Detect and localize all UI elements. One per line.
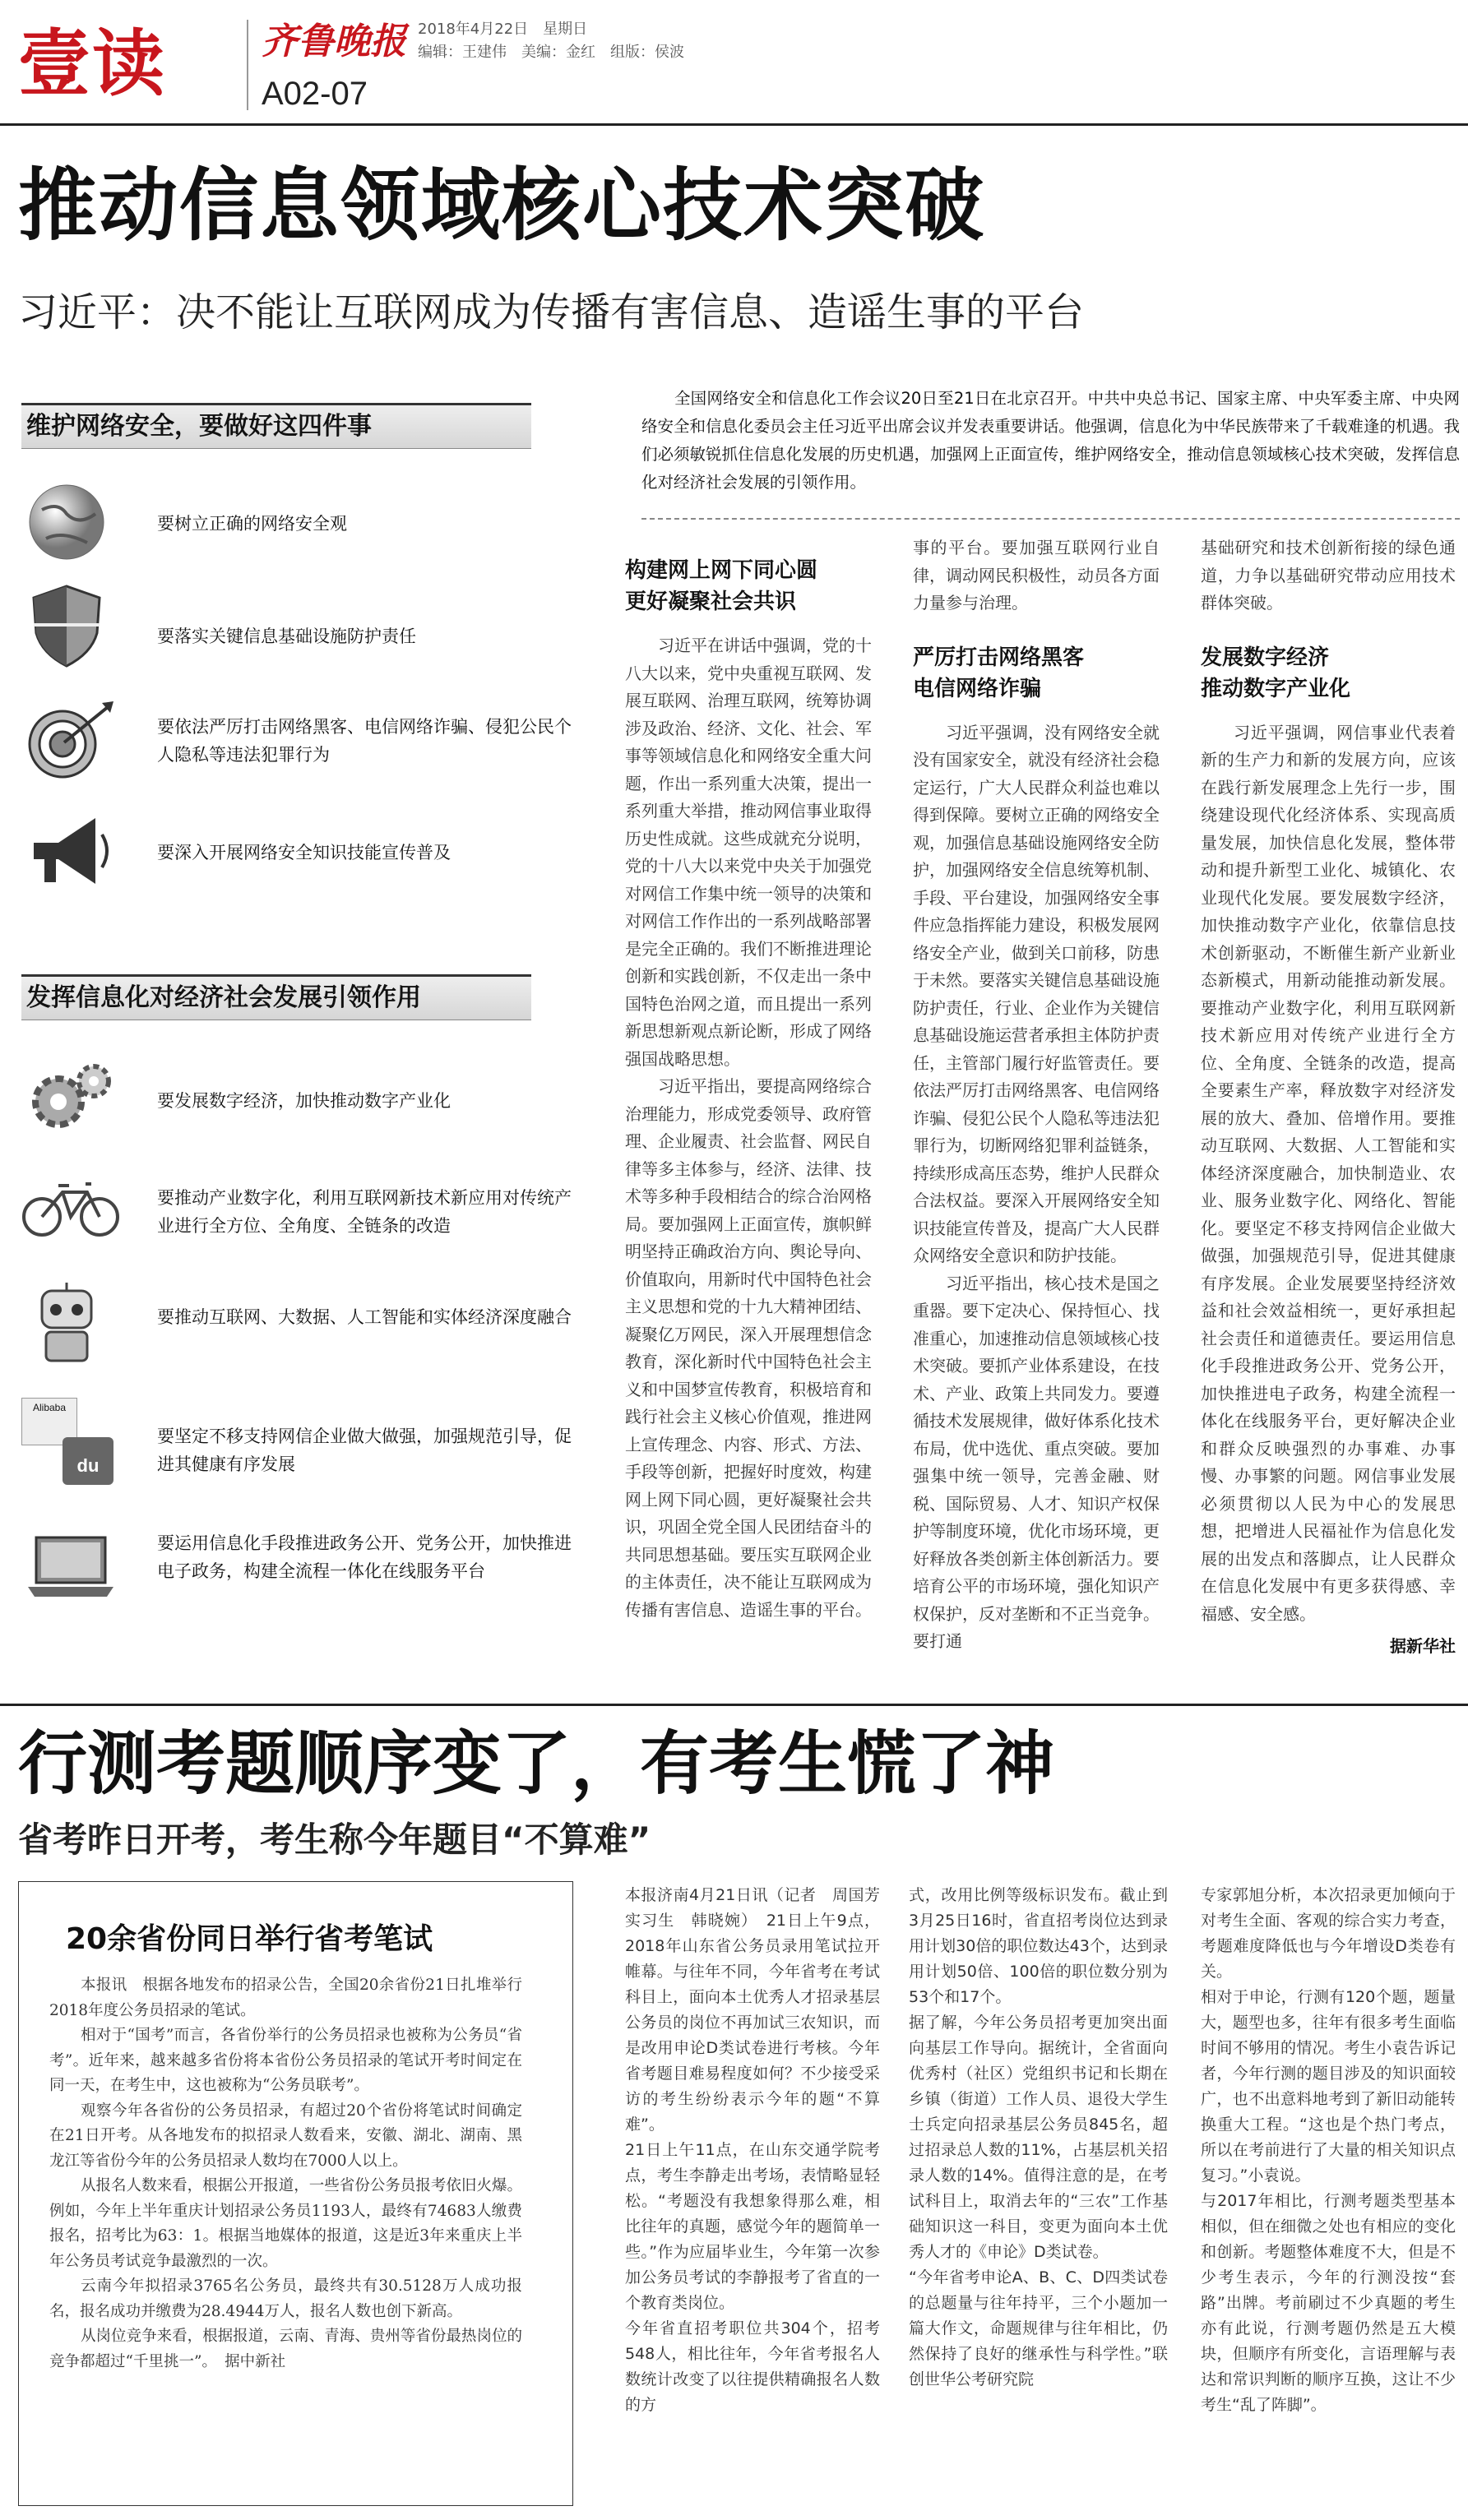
bicycle-icon: [21, 1159, 120, 1250]
paragraph: 习近平指出，核心技术是国之重器。要下定决心、保持恒心、找准重心，加速推动信息领域核心技术突破。要抓产业体系建设，在技术、产业、政策上共同发力。要遵循技术发展规律，做好体系化技术布局，优中选优、重点突破。要加强集中统一领导，完善金融、财税、国际贸易、人才、知识产权保护等制度环境，优化市场环境，更好释放各类创新主体创新活力。要培育公平的市场环境，强化知识产权保护，反对垄断和不正当竞争。要打通: [913, 1273, 1160, 1651]
item-text: 要推动产业数字化，利用互联网新技术新应用对传统产业进行全方位、全角度、全链条的改造: [157, 1188, 572, 1236]
paragraph: 习近平指出，要提高网络综合治理能力，形成党委领导、政府管理、企业履责、社会监督、网民自律等多主体参与，经济、法律、技术等多种手段相结合的综合治网格局。要加强网上正面宣传，旗帜鲜明坚持正确政治方向、舆论导向、价值取向，用新时代中国特色社会主义思想和党的十九大精神团结、凝聚亿万网民，深入开展理想信念教育，深化新时代中国特色社会主义和中国梦宣传教育，积极培育和践行社会主义核心价值观，推进网上宣传理念、内容、形式、方法、手段等创新，把握好时度效，构建网上网下同心圆，更好凝聚社会共识，巩固全党全国人民团结奋斗的共同思想基础。要压实互联网企业的主体责任，决不能让互联网成为传播有害信息、造谣生事的平台。: [625, 1076, 872, 1620]
story2-headline: 行测考题顺序变了，有考生慌了神: [18, 1723, 1055, 1804]
sidebar-heading-security: 维护网络安全，要做好这四件事: [21, 403, 531, 449]
sidebar-item: [21, 695, 572, 793]
column-heading: 构建网上网下同心圆 更好凝聚社会共识: [625, 558, 818, 614]
column-body: [913, 719, 1160, 1656]
item-text: 要深入开展网络安全知识技能宣传普及: [157, 843, 451, 862]
target-icon: [21, 695, 120, 785]
gears-icon: [21, 1052, 120, 1143]
masthead-meta: [418, 18, 684, 64]
baidu-logo: du: [63, 1437, 113, 1485]
robot-icon: [21, 1278, 120, 1369]
item-text: 要依法严厉打击网络黑客、电信网络诈骗、侵犯公民个人隐私等违法犯罪行为: [157, 717, 572, 765]
sidebar-item: [21, 1278, 572, 1377]
source-credit: 据新华社: [1390, 1636, 1456, 1656]
megaphone-icon: [21, 806, 120, 896]
paragraph: 从报名人数来看，根据公开报道，一些省份公务员报考依旧火爆。例如，今年上半年重庆计划招录公务员1193人，最终有74683人缴费报名，招考比为63：1。根据当地媒体的报道，这是近3年来重庆上半年公务员考试竞争最激烈的一次。: [49, 2177, 522, 2270]
sidebar-item: [21, 806, 548, 904]
sidebar-item: [21, 477, 548, 576]
sidebar-heading-economy: 发挥信息化对经济社会发展引领作用: [21, 974, 531, 1020]
item-text: 要落实关键信息基础设施防护责任: [157, 627, 416, 646]
box-body: [49, 1973, 522, 2374]
paragraph: 观察今年各省份的公务员招录，有超过20个省份将笔试时间确定在21日开考。从各地发布的拟招录人数看来，安徽、湖北、湖南、黑龙江等省份今年的公务员招录人数均在7000人以上。: [49, 2102, 522, 2170]
box-title: 20余省份同日举行省考笔试: [66, 1922, 433, 1956]
sidebar-item: [21, 580, 548, 678]
column-body: [1201, 719, 1456, 1629]
item-text: 要树立正确的网络安全观: [157, 514, 347, 534]
story-divider: [0, 1704, 1468, 1706]
page-number: A02-07: [262, 76, 368, 112]
item-text: 要运用信息化手段推进政务公开、党务公开，加快推进电子政务，构建全流程一体化在线服务平台: [157, 1533, 572, 1581]
sidebar-item: [21, 1159, 572, 1258]
paragraph: 相对于“国考”而言，各省份举行的公务员招录也被称为公务员“省考”。近年来，越来越多省份将本省份公务员招录的笔试开考时间定在同一天，在考生中，这也被称为“公务员联考”。: [49, 2027, 522, 2094]
column-body: [625, 632, 872, 1624]
paper-name: 齐鲁晚报: [262, 21, 406, 62]
masthead-rule: [0, 123, 1468, 126]
laptop-icon: [21, 1521, 120, 1611]
paragraph: 从岗位竞争来看，根据报道，云南、青海、贵州等省份最热岗位的竞争都超过“千里挑一”。 据中新社: [49, 2328, 522, 2370]
lead-paragraph: 全国网络安全和信息化工作会议20日至21日在北京召开。中共中央总书记、国家主席、中央军委主席、中央网络安全和信息化委员会主任习近平出席会议并发表重要讲话。他强调，信息化为中华民族带来了千载难逢的机遇。我们必须敏锐抓住信息化发展的历史机遇，加强网上正面宣传，维护网络安全，推动信息领域核心技术突破，发挥信息化对经济社会发展的引领作用。: [641, 389, 1460, 492]
column-3: [1201, 534, 1456, 1657]
main-headline: 推动信息领域核心技术突破: [18, 160, 985, 252]
item-text: 要推动互联网、大数据、人工智能和实体经济深度融合: [157, 1307, 572, 1327]
column-heading: 严厉打击网络黑客 电信网络诈骗: [913, 645, 1085, 701]
logos-icon: [21, 1398, 120, 1488]
paragraph: 云南今年拟招录3765名公务员，最终共有30.5128万人成功报名，报名成功并缴费为28.4944万人，报名人数也创下新高。: [49, 2277, 522, 2320]
lead-divider: [641, 518, 1460, 520]
paragraph: 习近平强调，网信事业代表着新的生产力和新的发展方向，应该在践行新发展理念上先行一步，围绕建设现代化经济体系、实现高质量发展，加快信息化发展，整体带动和提升新型工业化、城镇化、农业现代化发展。要发展数字经济，加快推动数字产业化，依靠信息技术创新驱动，不断催生新产业新业态新模式，用新动能推动新发展。要推动产业数字化，利用互联网新技术新应用对传统产业进行全方位、全角度、全链条的改造，提高全要素生产率，释放数字对经济发展的放大、叠加、倍增作用。要推动互联网、大数据、人工智能和实体经济深度融合，加快制造业、农业、服务业数字化、网络化、智能化。要坚定不移支持网信企业做大做强，加强规范引导，促进其健康有序发展。企业发展要坚持经济效益和社会效益相统一，更好承担起社会责任和道德责任。要运用信息化手段推进政务公开、党务公开，加快推进电子政务，构建全流程一体化在线服务平台，更好解决企业和群众反映强烈的办事难、办事慢、办事繁的问题。网信事业发展必须贯彻以人民为中心的发展思想，把增进人民福祉作为信息化发展的出发点和落脚点，让人民群众在信息化发展中有更多获得感、幸福感、安全感。: [1201, 722, 1456, 1624]
alibaba-logo: Alibaba: [21, 1398, 77, 1445]
story2-column-3: 专家郭旭分析，本次招录更加倾向于对考生全面、客观的综合实力考查，考题难度降低也与今年增设D类卷有关。 相对于申论，行测有120个题，题量大，题型也多，往年有很多考生面临时间不够用的情况。考生小袁告诉记者，今年行测的题目涉及的知识面较广，也不出意料地考到了新旧动能转换重大工程。“这也是个热门考点，所以在考前进行了大量的相关知识点复习。”小袁说。 与2017年相比，行测考题类型基本相似，但在细微之处也有相应的变化和创新。考题整体难度不大，但是不少考生表示，今年的行测没按“套路”出牌。考前刷过不少真题的考生亦有此说，行测考题仍然是五大模块，但顺序有所变化，言语理解与表达和常识判断的顺序互换，这让不少考生“乱了阵脚”。: [1201, 1886, 1456, 2414]
paragraph: 本报讯 根据各地发布的招录公告，全国20余省份21日扎堆举行2018年度公务员招录的笔试。: [49, 1977, 522, 2019]
sidebar-item: [21, 1398, 572, 1496]
story2-subhead: 省考昨日开考，考生称今年题目“不算难”: [18, 1819, 651, 1860]
column-continuation: 事的平台。要加强互联网行业自律，调动网民积极性，动员各方面力量参与治理。: [913, 538, 1160, 613]
paragraph: 习近平强调，没有网络安全就没有国家安全，就没有经济社会稳定运行，广大人民群众利益也难以得到保障。要树立正确的网络安全观，加强信息基础设施网络安全防护，加强网络安全信息统筹机制、手段、平台建设，加强网络安全事件应急指挥能力建设，积极发展网络安全产业，做到关口前移，防患于未然。要落实关键信息基础设施防护责任，行业、企业作为关键信息基础设施运营者承担主体防护责任，主管部门履行好监管责任。要依法严厉打击网络黑客、电信网络诈骗、侵犯公民个人隐私等违法犯罪行为，切断网络犯罪利益链条，持续形成高压态势，维护人民群众合法权益。要深入开展网络安全知识技能宣传普及，提高广大人民群众网络安全意识和防护技能。: [913, 722, 1160, 1265]
item-text: 要坚定不移支持网信企业做大做强，加强规范引导，促进其健康有序发展: [157, 1426, 572, 1474]
column-2: [913, 534, 1160, 1656]
main-subhead: 习近平：决不能让互联网成为传播有害信息、造谣生事的平台: [18, 289, 1085, 335]
date-line: 2018年4月22日 星期日: [418, 21, 588, 38]
sidebar-item: [21, 1052, 548, 1151]
story2-column-1: 本报济南4月21日讯（记者 周国芳 实习生 韩晓婉） 21日上午9点，2018年山东省公务员录用笔试拉开帷幕。与往年不同，今年省考在考试科目上，面向本土优秀人才招录基层公务员的岗位不再加试三农知识，而是改用申论D类试卷进行考核。今年省考题目难易程度如何？不少接受采访的考生纷纷表示今年的题“不算难”。 21日上午11点，在山东交通学院考点，考生李静走出考场，表情略显轻松。“考题没有我想象得那么难，相比往年的真题，感觉今年的题简单一些。”作为应届毕业生，今年第一次参加公务员考试的李静报考了省直的一个教育类岗位。 今年省直招考职位共304个，招考548人，相比往年，今年省考报名人数统计改变了以往提供精确报名人数的方: [625, 1886, 880, 2414]
column-1: [625, 555, 872, 1624]
section-title: 壹读: [18, 21, 167, 106]
globe-icon: [21, 477, 120, 567]
staff-line: 编辑：王建伟 美编：金红 组版：侯波: [418, 44, 684, 61]
sidebar-item: [21, 1521, 572, 1620]
item-text: 要发展数字经济，加快推动数字产业化: [157, 1091, 451, 1111]
story2-column-2: 式，改用比例等级标识发布。截止到3月25日16时，省直招考岗位达到录用计划30倍的职位数达43个，达到录用计划50倍、100倍的职位数分别为53个和17个。 据了解，今年公务员招考更加突出面向基层工作导向。据统计，全省面向优秀村（社区）党组织书记和长期在乡镇（街道）工作人员、退役大学生士兵定向招录基层公务员845名，超过招录总人数的11%，占基层机关招录人数的14%。值得注意的是，在考试科目上，取消去年的“三农”工作基础知识这一科目，变更为面向本土优秀人才的《申论》D类试卷。 “今年省考申论A、B、C、D四类试卷的总题量与往年持平，三个小题加一篇大作文，命题规律与往年相比，仍然保持了良好的继承性与科学性。”联创世华公考研究院: [909, 1886, 1168, 2388]
column-heading: 发展数字经济 推动数字产业化: [1201, 645, 1351, 701]
column-continuation: 基础研究和技术创新衔接的绿色通道，力争以基础研究带动应用技术群体突破。: [1201, 538, 1456, 613]
masthead-divider: [247, 20, 248, 110]
paragraph: 习近平在讲话中强调，党的十八大以来，党中央重视互联网、发展互联网、治理互联网，统筹协调涉及政治、经济、文化、社会、军事等领域信息化和网络安全重大问题，作出一系列重大决策，提出一系列重大举措，推动网信事业取得历史性成就。这些成就充分说明，党的十八大以来党中央关于加强党对网信工作集中统一领导的决策和对网信工作作出的一系列战略部署是完全正确的。我们不断推进理论创新和实践创新，不仅走出一条中国特色治网之道，而且提出一系列新思想新观点新论断，形成了网络强国战略思想。: [625, 636, 872, 1069]
shield-icon: [21, 580, 120, 670]
